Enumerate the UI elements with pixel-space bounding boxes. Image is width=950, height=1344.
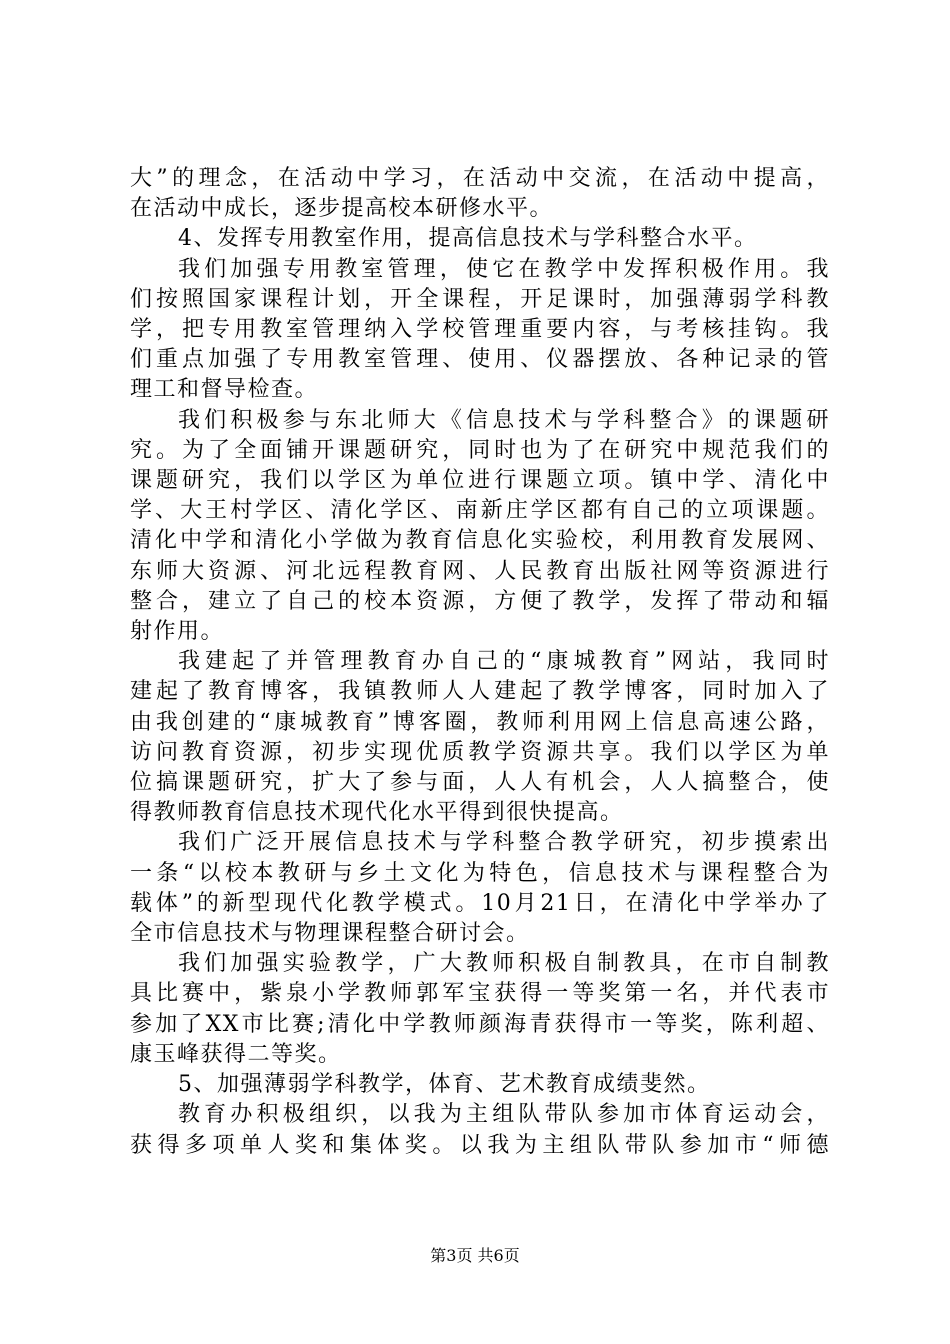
text-line: 我们广泛开展信息技术与学科整合教学研究，初步摸索出 [178, 830, 830, 856]
text-line: 载体”的新型现代化教学模式。10月21日，在清化中学举办了 [130, 890, 830, 916]
text-line: 大”的理念，在活动中学习，在活动中交流，在活动中提高， [130, 166, 830, 191]
paragraph [130, 828, 830, 949]
text-line: 课题研究，我们以学区为单位进行课题立项。镇中学、清化中 [130, 468, 830, 494]
text-line: 我们加强专用教室管理，使它在教学中发挥积极作用。我 [178, 256, 830, 282]
paragraph [130, 647, 830, 828]
page-footer: 第3页 共6页 [430, 1246, 520, 1265]
text-line: 具比赛中，紫泉小学教师郭军宝获得一等奖第一名，并代表市 [130, 981, 830, 1007]
text-line: 理工和督导检查。 [130, 377, 319, 403]
text-line: 们重点加强了专用教室管理、使用、仪器摆放、各种记录的管 [130, 347, 830, 373]
text-line: 教育办积极组织，以我为主组队带队参加市体育运动会， [178, 1102, 830, 1128]
text-line: 整合，建立了自己的校本资源，方便了教学，发挥了带动和辐 [130, 588, 830, 614]
paragraph [130, 255, 830, 406]
text-line: 由我创建的“康城教育”博客圈，教师利用网上信息高速公路， [130, 709, 830, 735]
paragraph [130, 406, 830, 648]
text-line: 建起了教育博客，我镇教师人人建起了教学博客，同时加入了 [130, 679, 830, 705]
paragraph [130, 164, 830, 224]
text-line: 访问教育资源，初步实现优质教学资源共享。我们以学区为单 [130, 739, 830, 765]
text-line: 东师大资源、河北远程教育网、人民教育出版社网等资源进行 [130, 558, 830, 584]
paragraph [130, 949, 830, 1070]
text-line: 一条“以校本教研与乡土文化为特色，信息技术与课程整合为 [130, 860, 830, 886]
text-line: 我建起了并管理教育办自己的“康城教育”网站，我同时 [178, 649, 830, 675]
text-line: 5、加强薄弱学科教学，体育、艺术教育成绩斐然。 [178, 1072, 711, 1098]
text-line: 学，把专用教室管理纳入学校管理重要内容，与考核挂钩。我 [130, 317, 830, 343]
text-line: 学、大王村学区、清化学区、南新庄学区都有自己的立项课题。 [130, 498, 830, 524]
text-line: 得教师教育信息技术现代化水平得到很快提高。 [130, 800, 624, 826]
text-line: 获得多项单人奖和集体奖。以我为主组队带队参加市“师德 [130, 1132, 830, 1158]
paragraph [130, 1070, 830, 1100]
text-line: 射作用。 [130, 619, 225, 645]
text-line: 4、发挥专用教室作用，提高信息技术与学科整合水平。 [178, 226, 758, 252]
document-body [130, 164, 830, 1161]
paragraph [130, 1100, 830, 1160]
paragraph [130, 224, 830, 254]
text-line: 位搞课题研究，扩大了参与面，人人有机会，人人搞整合，使 [130, 770, 830, 796]
text-line: 参加了XX市比赛;清化中学教师颜海青获得市一等奖，陈利超、 [130, 1011, 830, 1037]
text-line: 我们积极参与东北师大《信息技术与学科整合》的课题研 [178, 407, 830, 433]
text-line: 们按照国家课程计划，开全课程，开足课时，加强薄弱学科教 [130, 286, 830, 312]
text-line: 我们加强实验教学，广大教师积极自制教具，在市自制教 [178, 951, 830, 977]
text-line: 究。为了全面铺开课题研究，同时也为了在研究中规范我们的 [130, 437, 830, 463]
text-line: 在活动中成长，逐步提高校本研修水平。 [130, 196, 554, 222]
text-line: 全市信息技术与物理课程整合研讨会。 [130, 921, 530, 947]
text-line: 清化中学和清化小学做为教育信息化实验校，利用教育发展网、 [130, 528, 830, 554]
text-line: 康玉峰获得二等奖。 [130, 1041, 342, 1067]
